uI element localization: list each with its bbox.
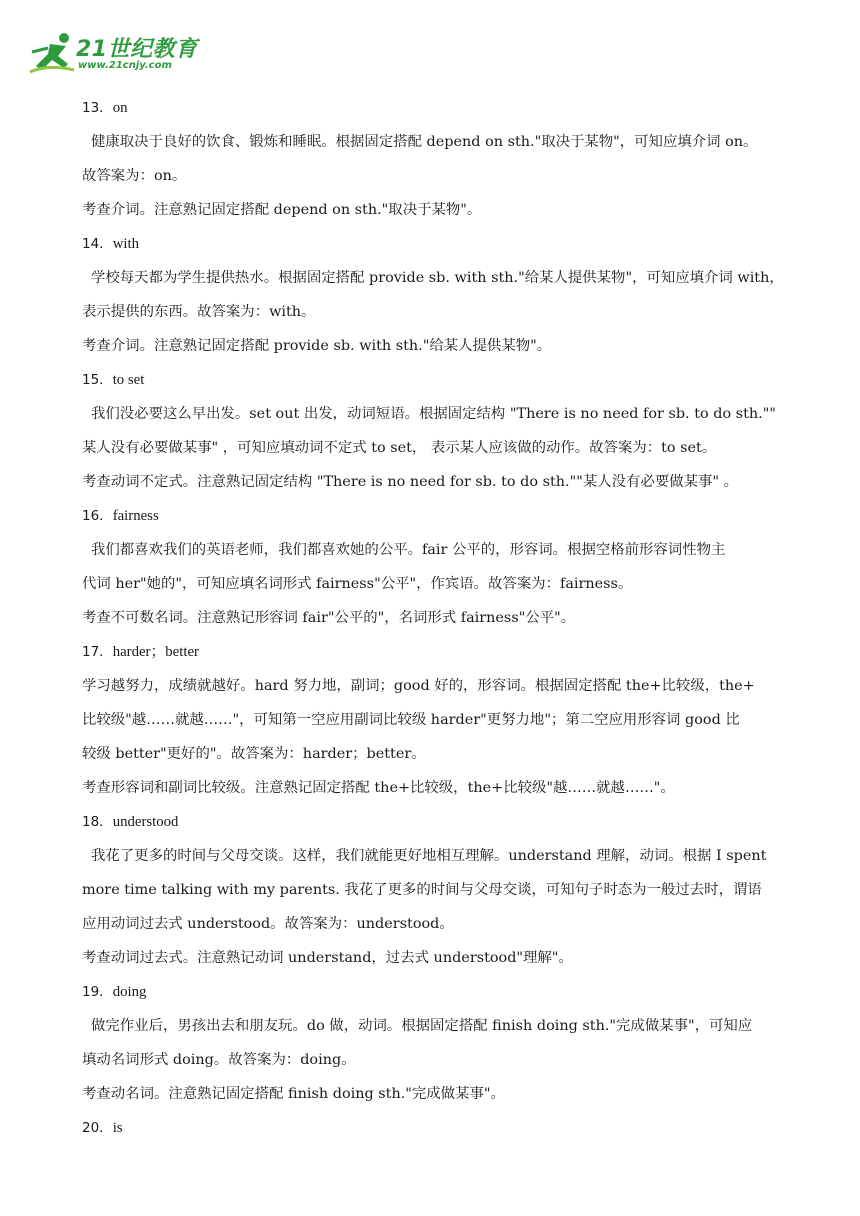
runner-logo-icon [28, 30, 80, 76]
answer-text: fairness [112, 508, 159, 524]
answer-heading [82, 91, 794, 125]
explanation-line: 应用动词过去式 understood。故答案为：understood。 [82, 916, 454, 932]
answer-text: is [112, 1120, 123, 1136]
question-number: 13． [82, 100, 113, 116]
answer-text: doing [112, 984, 147, 1000]
answer-heading [82, 805, 794, 839]
question-number: 16． [82, 508, 113, 524]
explanation-line: 代词 her"她的"，可知应填名词形式 fairness"公平"，作宾语。故答案为：fairness。 [82, 576, 633, 592]
explanation-line: more time talking with my parents. 我花了更多的时间与父母交谈，可知句子时态为一般过去时，谓语 [82, 882, 762, 898]
question-number: 17． [82, 644, 113, 660]
answer-heading [82, 227, 794, 261]
explanation-line: 填动名词形式 doing。故答案为：doing。 [82, 1052, 356, 1068]
explanation-line: 学习越努力，成绩就越好。hard 努力地，副词；good 好的，形容词。根据固定搭配 the+比较级，the+ [82, 678, 755, 694]
explanation-line: 健康取决于良好的饮食、锻炼和睡眠。根据固定搭配 depend on sth."取决于某物"，可知应填介词 on。 [91, 134, 758, 150]
explanation-line: 考查介词。注意熟记固定搭配 provide sb. with sth."给某人提供某物"。 [82, 338, 552, 354]
explanation-line: 考查动名词。注意熟记固定搭配 finish doing sth."完成做某事"。 [82, 1086, 505, 1102]
answer-document [82, 91, 794, 1145]
explanation-line: 考查形容词和副词比较级。注意熟记固定搭配 the+比较级，the+比较级"越……就越……"。 [82, 780, 675, 796]
question-number: 18． [82, 814, 113, 830]
explanation-line: 考查动词不定式。注意熟记固定结构 "There is no need for sb. to do sth.""某人没有必要做某事" 。 [82, 474, 738, 490]
explanation-line: 较级 better"更好的"。故答案为：harder；better。 [82, 746, 426, 762]
question-number: 19． [82, 984, 113, 1000]
explanation-line: 我们都喜欢我们的英语老师，我们都喜欢她的公平。fair 公平的，形容词。根据空格前形容词性物主 [91, 542, 726, 558]
answer-text: on [112, 100, 128, 116]
explanation-line: 学校每天都为学生提供热水。根据固定搭配 provide sb. with sth."给某人提供某物"，可知应填介词 with， [91, 270, 784, 286]
question-number: 14． [82, 236, 113, 252]
logo-brand-text: 21世纪教育 [76, 37, 198, 62]
explanation-line: 考查不可数名词。注意熟记形容词 fair"公平的"，名词形式 fairness"公平"。 [82, 610, 576, 626]
answer-text: understood [112, 814, 179, 830]
answer-heading [82, 975, 794, 1009]
explanation-line: 考查动词过去式。注意熟记动词 understand，过去式 understood"理解"。 [82, 950, 573, 966]
answer-heading [82, 363, 794, 397]
explanation-line: 考查介词。注意熟记固定搭配 depend on sth."取决于某物"。 [82, 202, 482, 218]
explanation-line: 故答案为：on。 [82, 168, 187, 184]
explanation-line: 我花了更多的时间与父母交谈。这样，我们就能更好地相互理解。understand 理解，动词。根据 I spent [91, 848, 767, 864]
site-logo [28, 30, 198, 78]
answer-heading [82, 499, 794, 533]
explanation-line: 表示提供的东西。故答案为：with。 [82, 304, 316, 320]
question-number: 20． [82, 1120, 113, 1136]
explanation-line: 做完作业后，男孩出去和朋友玩。do 做，动词。根据固定搭配 finish doing sth."完成做某事"，可知应 [91, 1018, 753, 1034]
answer-heading [82, 1111, 794, 1145]
answer-text: with [112, 236, 139, 252]
explanation-line: 某人没有必要做某事" ，可知应填动词不定式 to set， 表示某人应该做的动作。故答案为：to set。 [82, 440, 717, 456]
explanation-line: 我们没必要这么早出发。set out 出发，动词短语。根据固定结构 "There is no need for sb. to do sth."" [91, 406, 776, 422]
answer-heading [82, 635, 794, 669]
logo-url-text: www.21cnjy.com [78, 60, 172, 71]
explanation-line: 比较级"越……就越……"，可知第一空应用副词比较级 harder"更努力地"；第二空应用形容词 good 比 [82, 712, 740, 728]
question-number: 15． [82, 372, 113, 388]
answer-text: harder；better [112, 644, 199, 660]
answer-text: to set [112, 372, 145, 388]
